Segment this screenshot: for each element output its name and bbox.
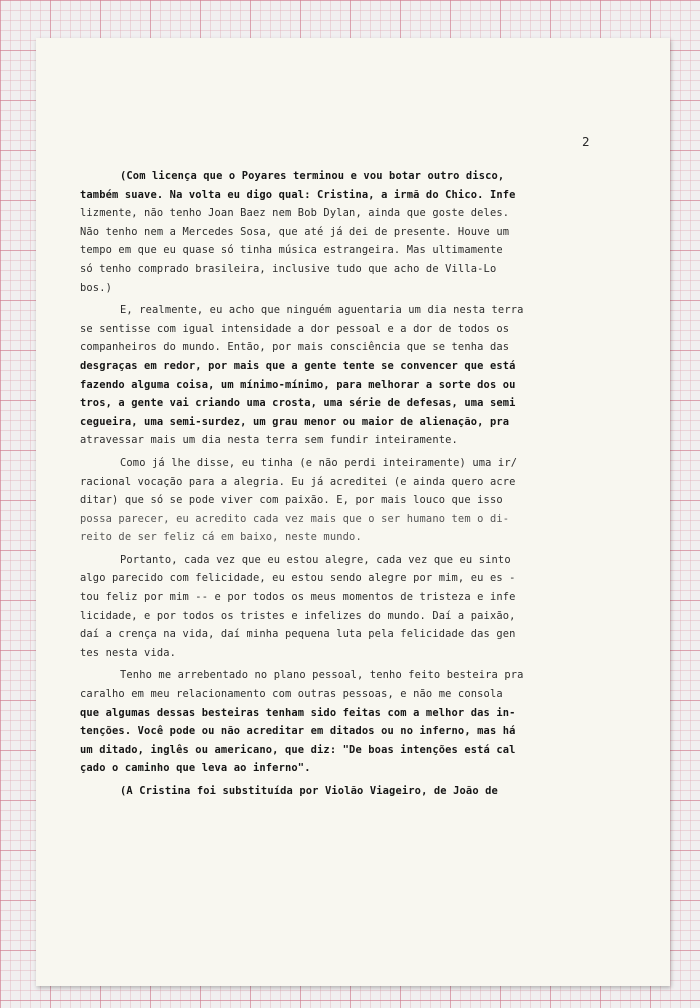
text-line: que algumas dessas besteiras tenham sido feitas com a melhor das in- [80,706,516,719]
text-line: ditar) que só se pode viver com paixão. E, por mais louco que isso [80,494,503,507]
paragraph [80,666,610,778]
text-line: um ditado, inglês ou americano, que diz: "De boas intenções está cal [80,743,516,756]
text-line: cegueira, uma semi-surdez, um grau menor ou maior de alienação, pra [80,415,510,428]
text-line: tes nesta vida. [80,646,177,659]
text-line: atravessar mais um dia nesta terra sem fundir inteiramente. [80,434,458,447]
text-line: tros, a gente vai criando uma crosta, uma série de defesas, uma semi [80,397,516,410]
text-line: também suave. Na volta eu digo qual: Cristina, a irmã do Chico. Infe [80,188,516,201]
text-line: tou feliz por mim -- e por todos os meus momentos de tristeza e infe [80,591,516,604]
document-body [80,167,610,805]
text-line: Não tenho nem a Mercedes Sosa, que até já dei de presente. Houve um [80,225,510,238]
text-line: fazendo alguma coisa, um mínimo-mínimo, para melhorar a sorte dos ou [80,378,516,391]
text-line: tempo em que eu quase só tinha música estrangeira. Mas ultimamente [80,244,503,257]
text-line: (A Cristina foi substituída por Violão Viageiro, de João de [120,785,498,797]
text-line: çado o caminho que leva ao inferno". [80,762,311,775]
text-line: (Com licença que o Poyares terminou e vou botar outro disco, [120,170,505,182]
text-line: E, realmente, eu acho que ninguém aguentaria um dia nesta terra [120,304,524,317]
paragraph [80,167,610,297]
text-line: Portanto, cada vez que eu estou alegre, cada vez que eu sinto [120,553,511,566]
paragraph [80,454,610,547]
text-line: algo parecido com felicidade, eu estou sendo alegre por mim, eu es - [80,572,516,585]
text-line: se sentisse com igual intensidade a dor pessoal e a dor de todos os [80,322,510,335]
paragraph [80,551,610,663]
text-line: bos.) [80,281,113,294]
text-line: possa parecer, eu acredito cada vez mais que o ser humano tem o di- [80,512,510,525]
paragraph [80,782,610,801]
text-line: lizmente, não tenho Joan Baez nem Bob Dylan, ainda que goste deles. [80,207,510,220]
paragraph [80,301,610,450]
page-number: 2 [582,134,590,149]
text-line: Como já lhe disse, eu tinha (e não perdi inteiramente) uma ir/ [120,456,518,469]
text-line: racional vocação para a alegria. Eu já acreditei (e ainda quero acre [80,475,516,488]
text-line: reito de ser feliz cá em baixo, neste mundo. [80,531,362,544]
text-line: só tenho comprado brasileira, inclusive tudo que acho de Villa-Lo [80,262,497,275]
text-line: daí a crença na vida, daí minha pequena luta pela felicidade das gen [80,628,516,641]
text-line: caralho em meu relacionamento com outras pessoas, e não me consola [80,688,503,701]
text-line: Tenho me arrebentado no plano pessoal, tenho feito besteira pra [120,669,524,682]
text-line: desgraças em redor, por mais que a gente tente se convencer que está [80,359,516,372]
text-line: companheiros do mundo. Então, por mais consciência que se tenha das [80,341,510,354]
text-line: tenções. Você pode ou não acreditar em ditados ou no inferno, mas há [80,725,516,738]
text-line: licidade, e por todos os tristes e infelizes do mundo. Daí a paixão, [80,609,516,622]
